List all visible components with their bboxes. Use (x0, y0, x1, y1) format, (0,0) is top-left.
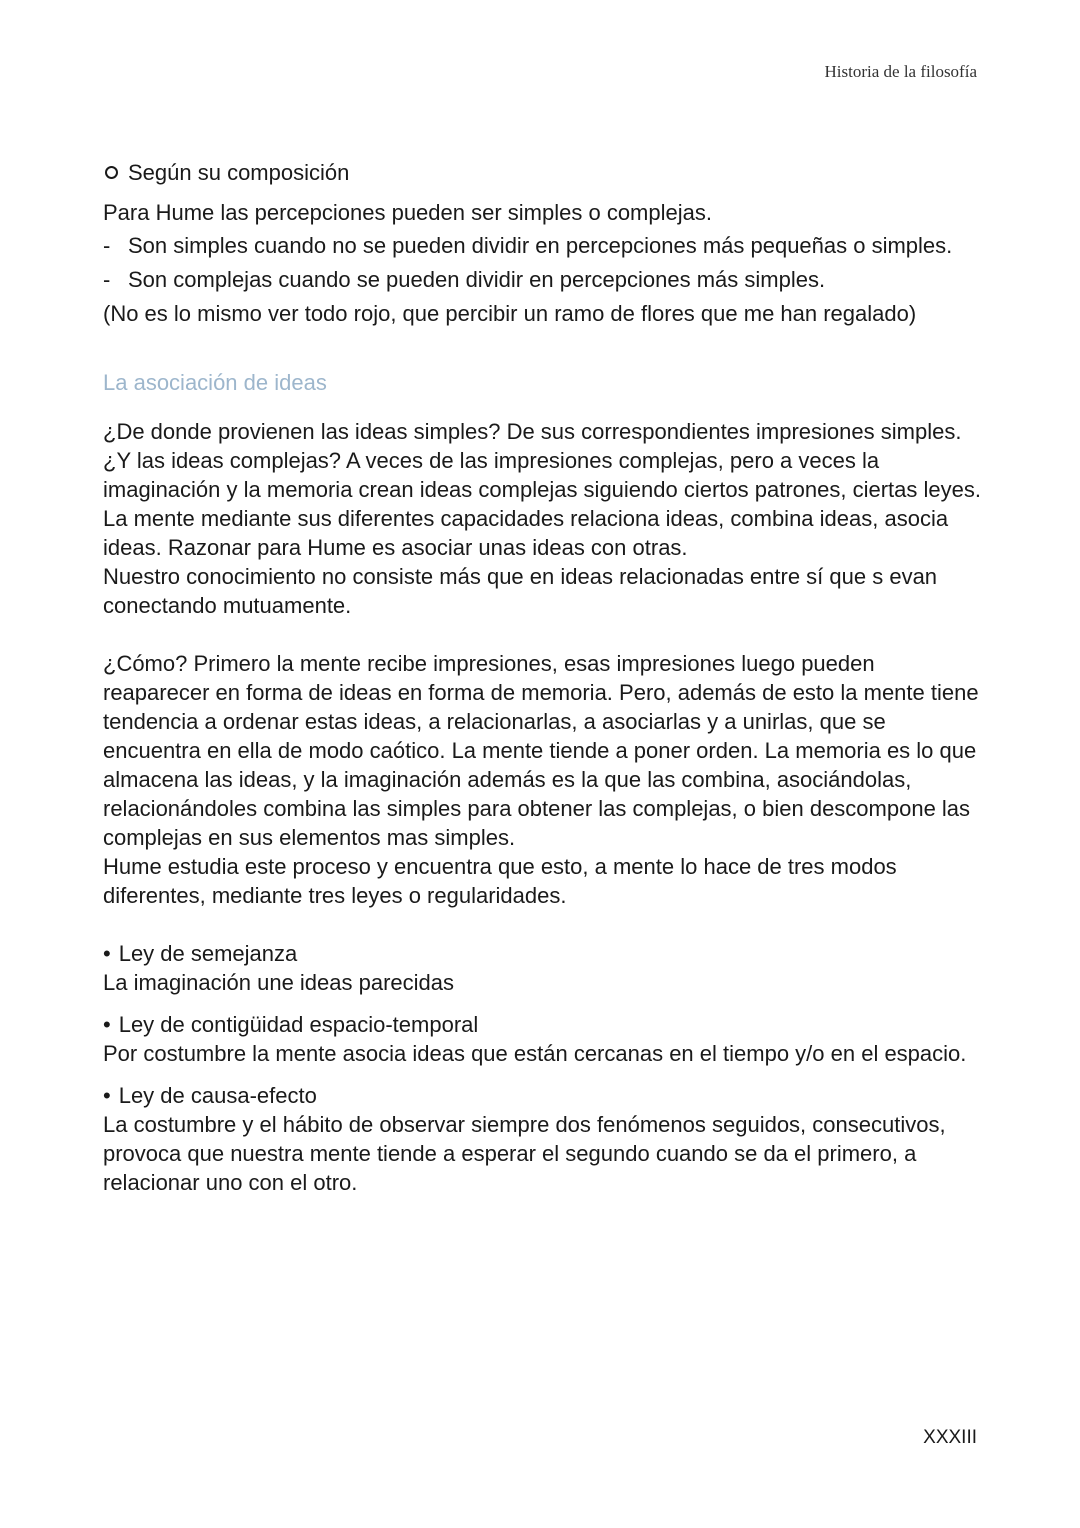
bullet-dot: • (103, 941, 111, 966)
page-number: XXXIII (923, 1427, 977, 1448)
law-causa-efecto (103, 1081, 983, 1197)
running-header: Historia de la filosofía (824, 62, 977, 81)
section-subtitle: La asociación de ideas (103, 370, 327, 395)
law-contiguidad (103, 1010, 983, 1068)
bullet-dot: • (103, 1012, 111, 1037)
bullet-dot: • (103, 1083, 111, 1108)
law-title (103, 1081, 983, 1110)
intro-paragraph: Para Hume las percepciones pueden ser simples o complejas. (103, 200, 712, 225)
paragraph-line: ¿Cómo? Primero la mente recibe impresiones, esas impresiones luego pueden reaparecer en forma de ideas en forma de memoria. Pero, además de esto la mente tiene tendencia a ordenar estas ideas, a relacionarlas, a asociarlas y a unirlas, que se encuentra en ella de modo caótico. La mente tiende a poner orden. La memoria es lo que almacena las ideas, y la imaginación además es la que las combina, asociándolas, relacionándoles combina las simples para obtener las complejas, o bien descompone las complejas en sus elementos mas simples. (103, 651, 979, 850)
list-item-text: Son simples cuando no se pueden dividir en percepciones más pequeñas o simples. (128, 233, 953, 258)
law-semejanza (103, 939, 983, 997)
law-description: La costumbre y el hábito de observar siempre dos fenómenos seguidos, consecutivos, provoca que nuestra mente tiende a esperar el segundo cuando se da el primero, a relacionar uno con el otro. (103, 1112, 946, 1195)
list-item-text: Son complejas cuando se pueden dividir en percepciones más simples. (128, 267, 826, 292)
section-heading (103, 158, 983, 187)
circle-bullet-icon (105, 166, 118, 179)
paragraph-line: ¿De donde provienen las ideas simples? De sus correspondientes impresiones simples. (103, 419, 962, 444)
law-description: Por costumbre la mente asocia ideas que están cercanas en el tiempo y/o en el espacio. (103, 1041, 967, 1066)
paragraph-line: Hume estudia este proceso y encuentra que esto, a mente lo hace de tres modos diferentes, mediante tres leyes o regularidades. (103, 854, 897, 908)
page-content (103, 158, 983, 1197)
dash-bullet: - (103, 267, 111, 292)
law-title (103, 939, 983, 968)
dash-bullet: - (103, 233, 111, 258)
example-note: (No es lo mismo ver todo rojo, que percibir un ramo de flores que me han regalado) (103, 301, 917, 326)
perception-types-list (103, 231, 983, 294)
section-heading-text: Según su composición (128, 160, 350, 185)
paragraph-line: La mente mediante sus diferentes capacidades relaciona ideas, combina ideas, asocia ideas. Razonar para Hume es asociar unas ideas con otras. (103, 506, 949, 560)
law-title-text: Ley de causa-efecto (118, 1083, 317, 1108)
law-title-text: Ley de contigüidad espacio-temporal (118, 1012, 479, 1037)
paragraph-block-1 (103, 417, 983, 620)
law-title (103, 1010, 983, 1039)
law-description: La imaginación une ideas parecidas (103, 970, 455, 995)
list-item-simple (103, 231, 983, 260)
paragraph-block-2 (103, 649, 983, 910)
law-title-text: Ley de semejanza (118, 941, 298, 966)
list-item-complex (103, 265, 983, 294)
paragraph-line: Nuestro conocimiento no consiste más que en ideas relacionadas entre sí que s evan conectando mutuamente. (103, 564, 938, 618)
paragraph-line: ¿Y las ideas complejas? A veces de las impresiones complejas, pero a veces la imaginación y la memoria crean ideas complejas siguiendo ciertos patrones, ciertas leyes. (103, 448, 981, 502)
